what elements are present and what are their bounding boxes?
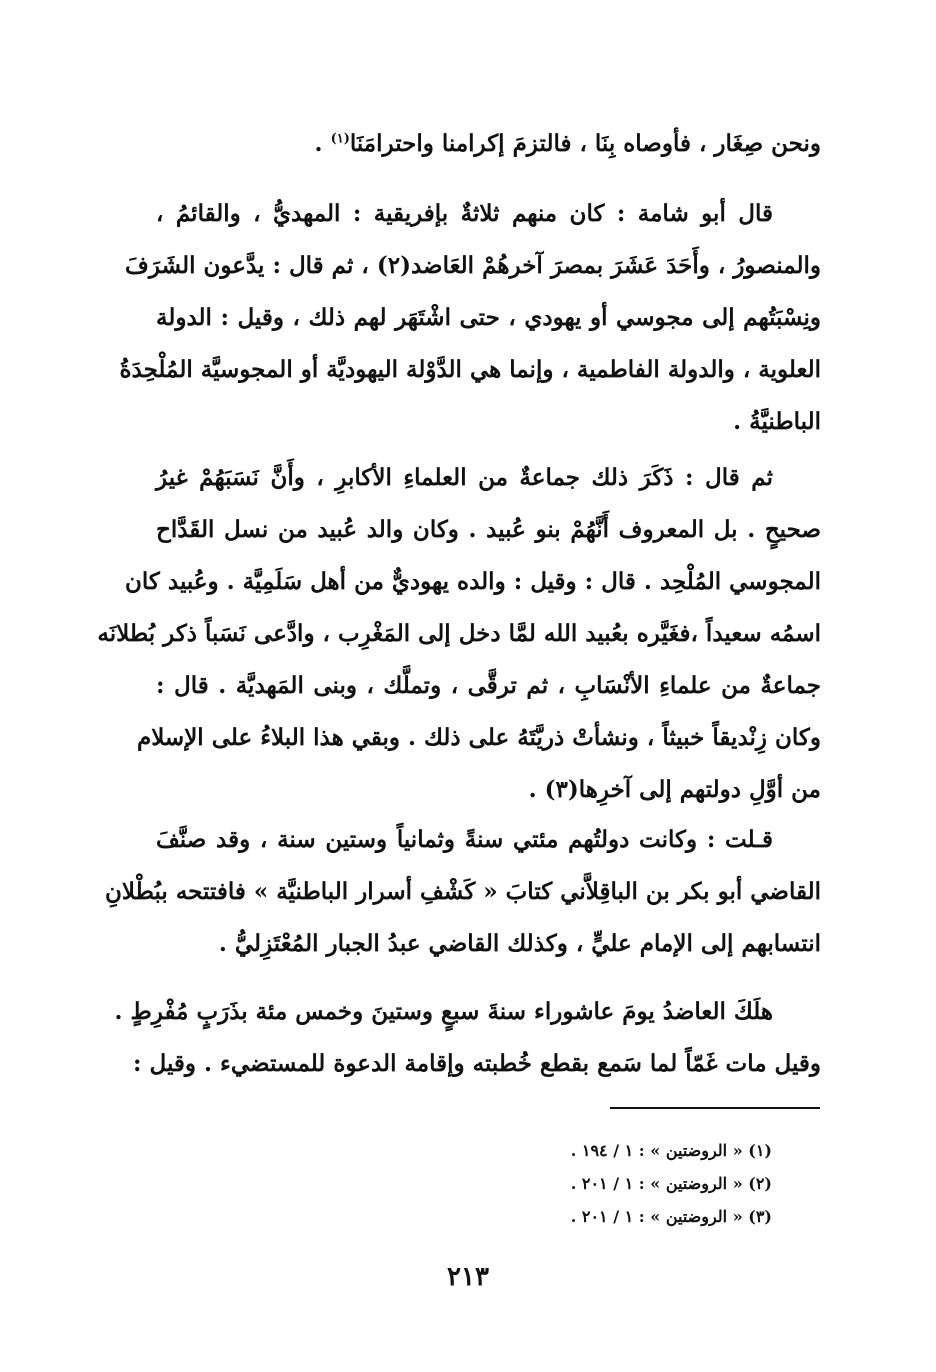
footnote: (٢) « الروضتين » : ١ / ٢٠١ .: [570, 1174, 772, 1193]
footnote-ref: (١): [330, 131, 350, 147]
text-line: انتسابهم إلى الإمام عليٍّ ، وكذلك القاضي عبدُ الجبار المُعْتَزِليُّ .: [218, 930, 821, 957]
footnote-separator: [610, 1107, 820, 1109]
text-line: وقيل مات غَمّاً لما سَمع بقطع خُطبته وإقامة الدعوة للمستضيء . وقيل :: [133, 1050, 821, 1077]
paragraph-1: [156, 118, 821, 170]
text-line: وكان زِنْديقاً خبيثاً ، ونشأتْ ذريَّتَهُ على ذلك . وبقي هذا البلاءُ على الإسلام: [136, 724, 821, 751]
paragraph-3: [97, 452, 821, 816]
page-number: ٢١٣: [447, 1262, 489, 1292]
text-line: والمنصورُ ، وأَحَدَ عَشَرَ بمصرَ آخرهُمْ العَاضد(٢) ، ثم قال : يدَّعون الشَرَفَ: [125, 252, 821, 279]
paragraph-4: [104, 814, 821, 970]
text-line: صحيحٍ . بل المعروف أَنَّهُمْ بنو عُبيد . وكان والد عُبيد من نسل القَدَّاح: [156, 516, 821, 543]
paragraph-2: [119, 188, 821, 448]
text-line: العلوية ، والدولة الفاطمية ، وإنما هي الدَّوْلة اليهوديَّة أو المجوسيَّة المُلْحِدَةُ: [119, 356, 821, 383]
text-line: ونحن صِغَار ، فأوصاه بِنَا ، فالتزمَ إكرامنا واحترامَنَا$^{(١)}$ .: [314, 130, 821, 157]
text-line: القاضي أبو بكر بن الباقِلاَّني كتابَ « كَشْفِ أسرار الباطنيَّة » فافتتحه ببُطْلانِ: [104, 878, 821, 905]
footnote: (١) « الروضتين » : ١ / ١٩٤ .: [570, 1141, 772, 1160]
text-line: من أوَّلِ دولتهم إلى آخرِها(٣) .: [528, 776, 821, 803]
paragraph-5: [114, 986, 821, 1090]
text-line: اسمُه سعيداً ،فغَيَّره بعُبيد الله لمَّا دخل إلى المَغْرِب ، وادَّعى نَسَباً ذكر بُطلانَه: [97, 620, 821, 647]
text-line: قـلت : وكانت دولتُهم مئتي سنةً وثمانياً وستين سنة ، وقد صنَّفَ: [156, 826, 773, 853]
text-line: هلَكَ العاضدُ يومَ عاشوراء سنةَ سبعٍ وستينَ وخمس مئة بذَرَبٍ مُفْرِطٍ .: [114, 998, 773, 1025]
text-line: ونِسْبَتُهم إلى مجوسي أو يهودي ، حتى اشْتَهَر لهم ذلك ، وقيل : الدولة: [156, 304, 821, 331]
text-line: المجوسي المُلْحِد . قال : وقيل : والده يهوديٌّ من أهل سَلَمِيَّة . وعُبيد كان: [125, 568, 821, 595]
text-line: جماعةٌ من علماءِ الأنْسَابِ ، ثم ترقَّى ، وتملَّك ، وبنى المَهديَّة . قال :: [156, 672, 821, 699]
footnote: (٣) « الروضتين » : ١ / ٢٠١ .: [570, 1207, 772, 1226]
text-line: الباطنيَّةُ .: [733, 408, 821, 435]
footnotes: [400, 1134, 772, 1233]
text-line: قال أبو شامة : كان منهم ثلاثةٌ بإفريقية : المهديُّ ، والقائمُ ،: [156, 200, 773, 227]
text-line: ثم قال : ذَكَرَ ذلك جماعةٌ من العلماءِ الأكابرِ ، وأَنَّ نَسَبَهُمْ غيرُ: [156, 464, 773, 491]
